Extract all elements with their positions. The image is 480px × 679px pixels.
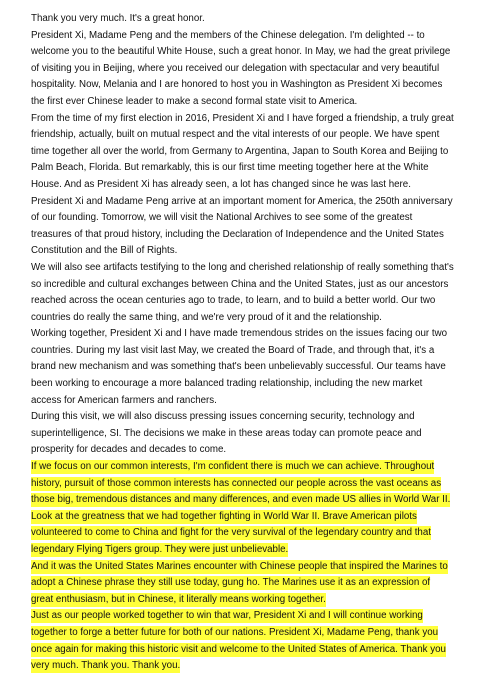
paragraph-anniversary: President Xi and Madame Peng arrive at an important moment for America, the 250th anniversary of our founding. Tomorrow, we will visit the National Archives to see some of the greatest treasures of that proud history, including the Declaration of Independence and the United States Constitution and the Bill of Rights. bbox=[31, 195, 453, 257]
paragraph-artifacts: We will also see artifacts testifying to the long and cherished relationship of really something that's so incredible and cultural exchanges between China and the United States, just as our ancestors reached across the ocean centuries ago to trade, to learn, and to build a better world. Our two countries do really the same thing, and we're very proud of it and the relationship. bbox=[31, 261, 454, 323]
highlighted-text: If we focus on our common interests, I'm confident there is much we can achieve. Throughout history, pursuit of those common interests has connected our people across the vast oceans as those big, tremendous distances and many differences, and even made US allies in World War II. Look at the greatness that we had together fighting in World War II. Brave American pilots volunteered to come to China and fight for the very survival of the legendary country and that legendary Flying Tigers group. They were just unbelievable. bbox=[31, 461, 451, 555]
highlighted-text: And it was the United States Marines encounter with Chinese people that inspired the Marines to adopt a Chinese phrase they still use today, gung ho. The Marines use it as an expression of great enthusiasm, but in Chinese, it literally means working together. bbox=[31, 560, 448, 605]
paragraph-welcome: President Xi, Madame Peng and the members of the Chinese delegation. I'm delighted -- to welcome you to the beautiful White House, such a great honor. In May, we had the great privilege of visiting you in Beijing, where you received our delegation with spectacular and very beautiful hospitality. Now, Melania and I are honored to host you in Washington as President Xi becomes the first ever Chinese leader to make a second formal state visit to America. bbox=[31, 29, 451, 107]
highlighted-text: Just as our people worked together to win that war, President Xi and I will continue working together to forge a better future for both of our nations. President Xi, Madame Peng, thank you once again for making this historic visit and welcome to the United States of America. Thank you very much. Thank you. Thank you. bbox=[31, 610, 446, 672]
paragraph-gung-ho bbox=[31, 559, 455, 609]
paragraph-trade: Working together, President Xi and I have made tremendous strides on the issues facing our two countries. During my last visit last May, we created the Board of Trade, and through that, it's a brand new mechanism and was something that's been unbelievably successful. Our teams have been working to encourage a more balanced trading relationship, including the new market access for American farmers and ranchers. bbox=[31, 328, 448, 406]
paragraph-friendship: From the time of my first election in 2016, President Xi and I have forged a friendship, a truly great friendship, actually, built on mutual respect and the vital interests of our people. We have spent time together all over the world, from Germany to Argentina, Japan to South Korea and Beijing to Palm Beach, Florida. But remarkably, this is our first time meeting together here at the White House. And as President Xi has already seen, a lot has changed since he was last here. bbox=[31, 112, 454, 190]
paragraph-security: During this visit, we will also discuss pressing issues concerning security, technology and superintelligence, SI. The decisions we make in these areas today can promote peace and prosperity for decades and decades to come. bbox=[31, 411, 422, 456]
paragraph-common-interests bbox=[31, 459, 455, 559]
paragraph-opening: Thank you very much. It's a great honor. bbox=[31, 13, 205, 24]
paragraph-closing bbox=[31, 608, 455, 674]
